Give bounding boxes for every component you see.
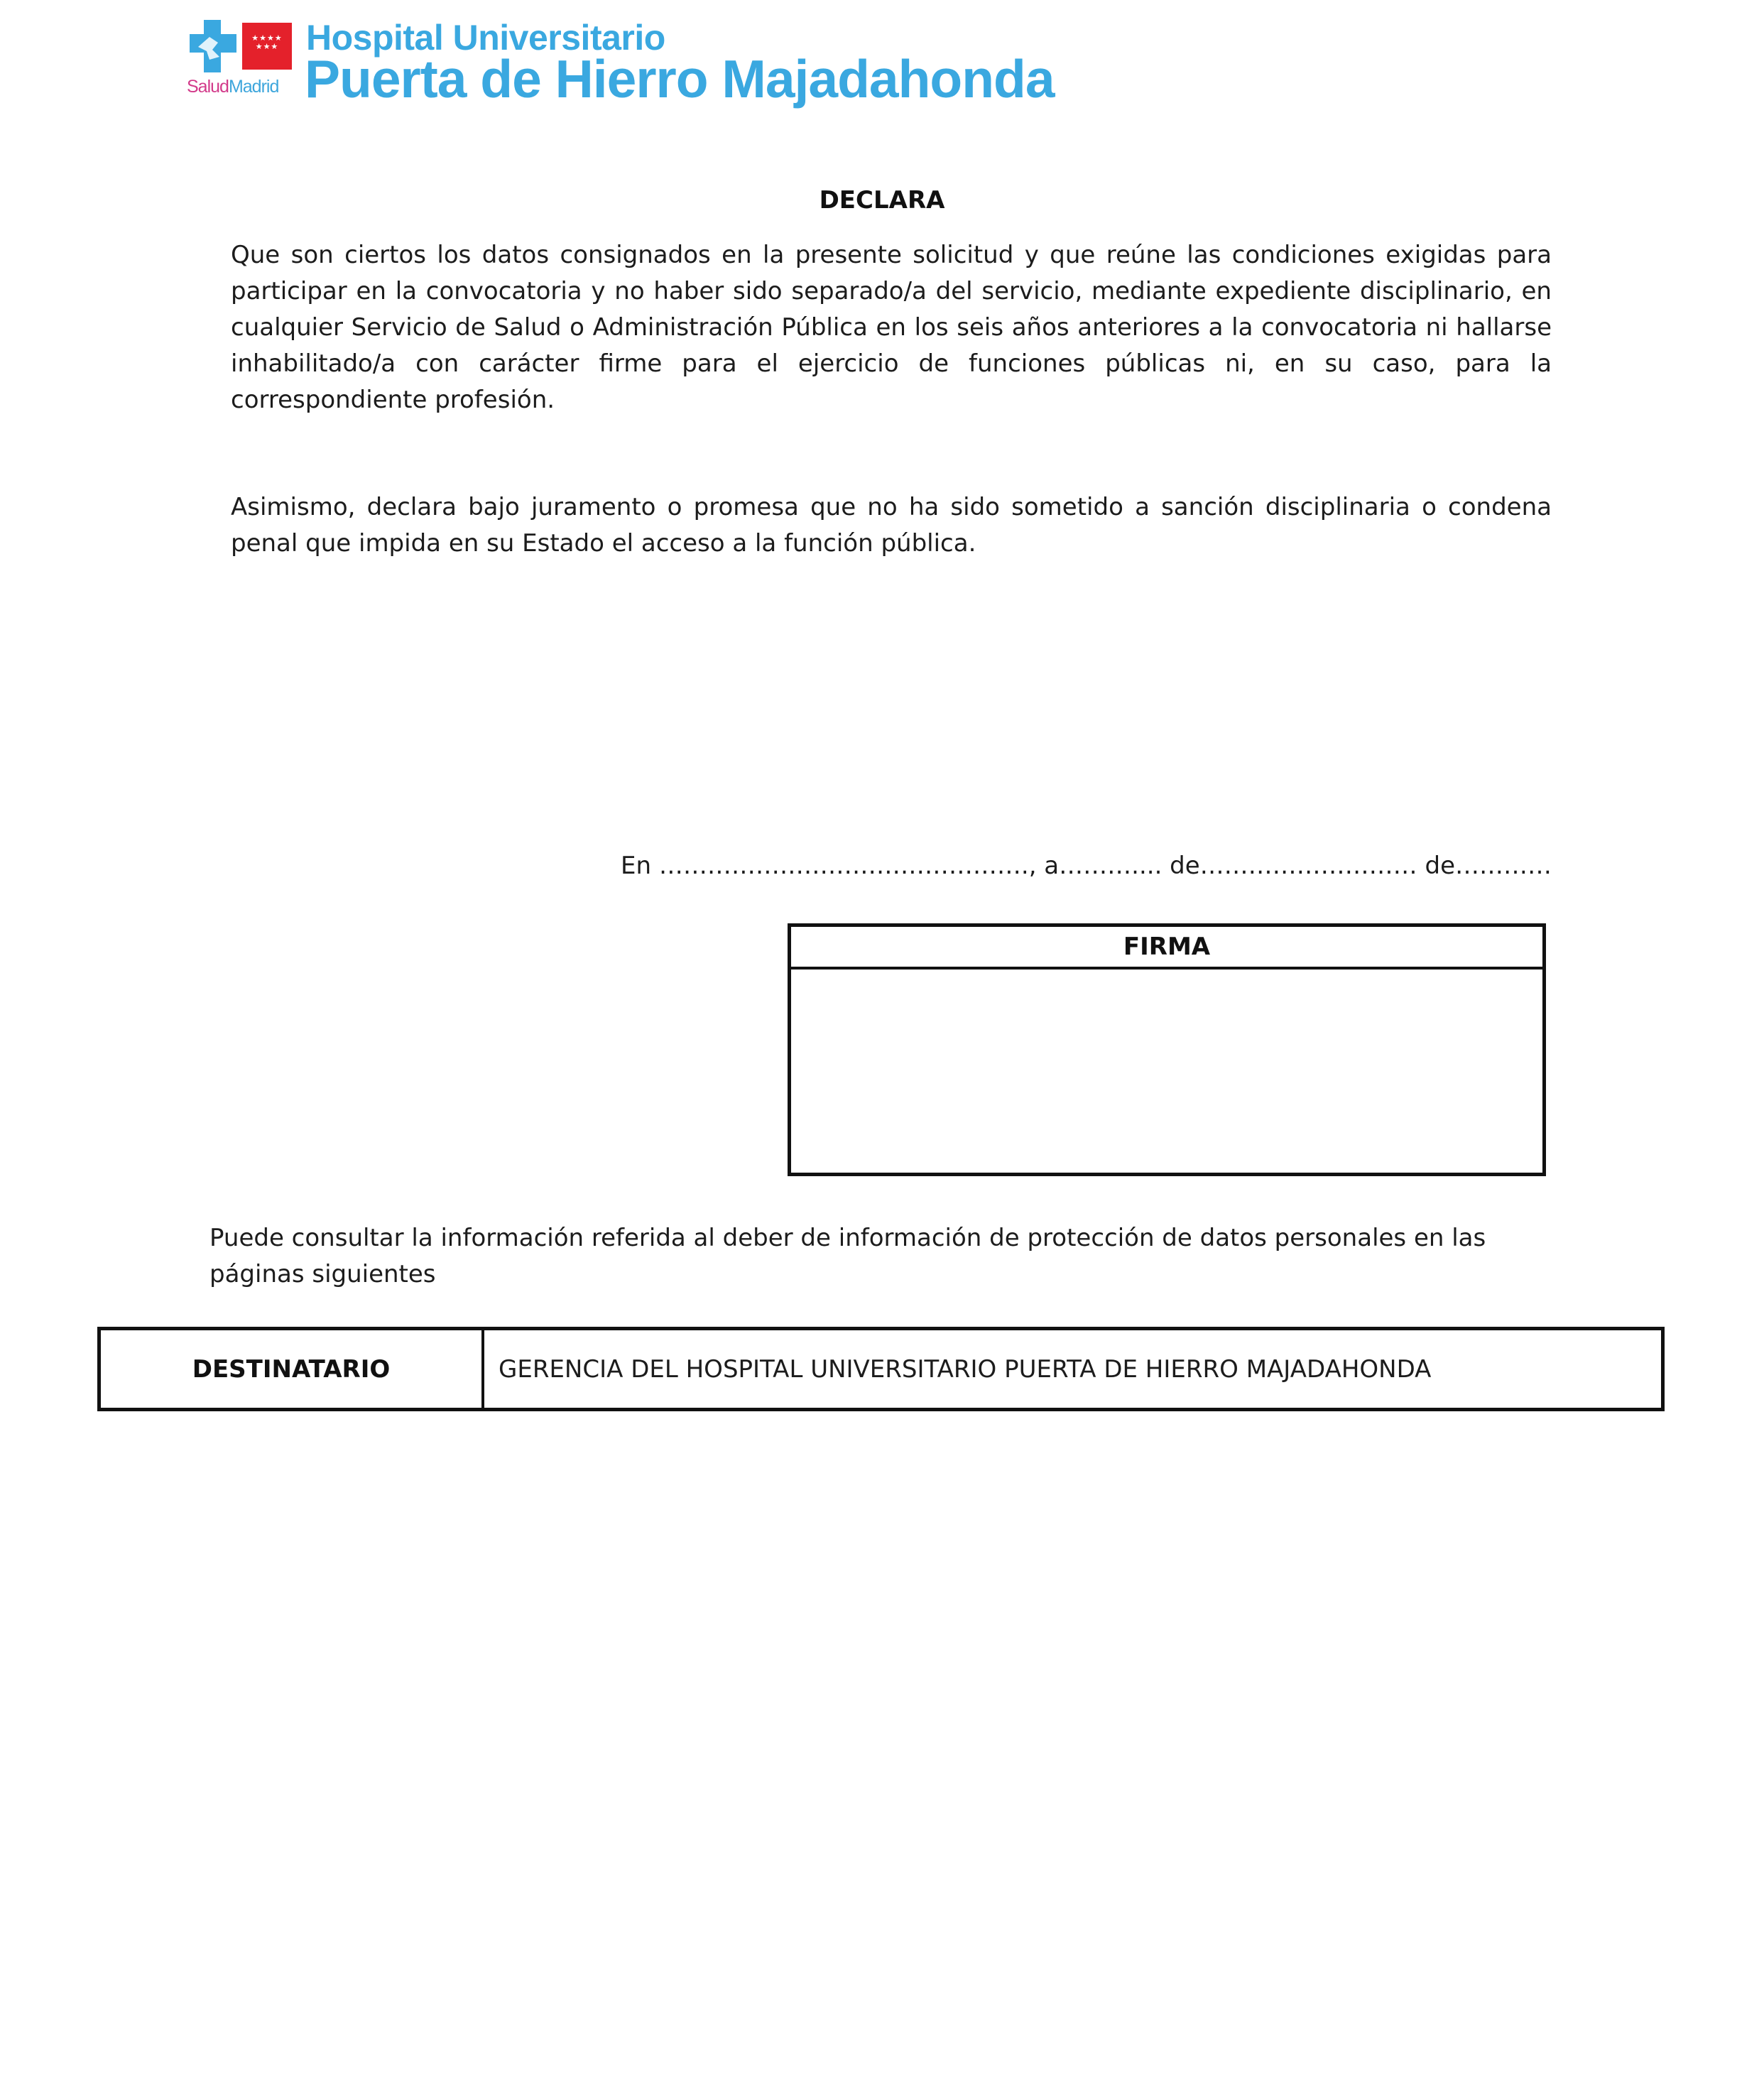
- flag-stars: ★★★★ ★★★: [251, 33, 283, 51]
- document-heading: DECLARA: [819, 186, 945, 214]
- date-place-line: En ………………………………………., a……….... de……………………… de…………: [621, 852, 1552, 880]
- oath-paragraph: Asimismo, declara bajo juramento o promesa que no ha sido sometido a sanción disciplinaria o condena penal que impida en su Estado el acceso a la función pública.: [231, 493, 1552, 558]
- medical-cross-icon: [188, 18, 238, 74]
- recipient-label: DESTINATARIO: [101, 1330, 484, 1408]
- signature-label: FIRMA: [791, 927, 1542, 970]
- madrid-flag-icon: [242, 23, 292, 70]
- recipient-value: GERENCIA DEL HOSPITAL UNIVERSITARIO PUERTA DE HIERRO MAJADAHONDA: [499, 1354, 1432, 1384]
- hospital-logo: [187, 16, 1055, 109]
- logo-madrid-text: Madrid: [228, 77, 279, 97]
- data-protection-notice: Puede consultar la información referida al deber de información de protección de datos personales en las páginas siguientes: [209, 1224, 1486, 1288]
- declaration-paragraph: Que son ciertos los datos consignados en la presente solicitud y que reúne las condiciones exigidas para participar en la convocatoria y no haber sido separado/a del servicio, mediante expediente disciplinario, en cualquier Servicio de Salud o Administración Pública en los seis años anteriores a la convocatoria ni hallarse inhabilitado/a con carácter firme para el ejercicio de funciones públicas ni, en su caso, para la correspondiente profesión.: [231, 241, 1552, 414]
- logo-salud-text: Salud: [187, 77, 229, 97]
- signature-box: [788, 923, 1546, 1176]
- salud-madrid-wordmark: [187, 77, 278, 97]
- hospital-name-line1: Hospital Universitario: [306, 18, 665, 58]
- hospital-name-line2: Puerta de Hierro Majadahonda: [305, 49, 1055, 109]
- recipient-table: [97, 1327, 1665, 1411]
- salud-madrid-logo: [187, 18, 293, 98]
